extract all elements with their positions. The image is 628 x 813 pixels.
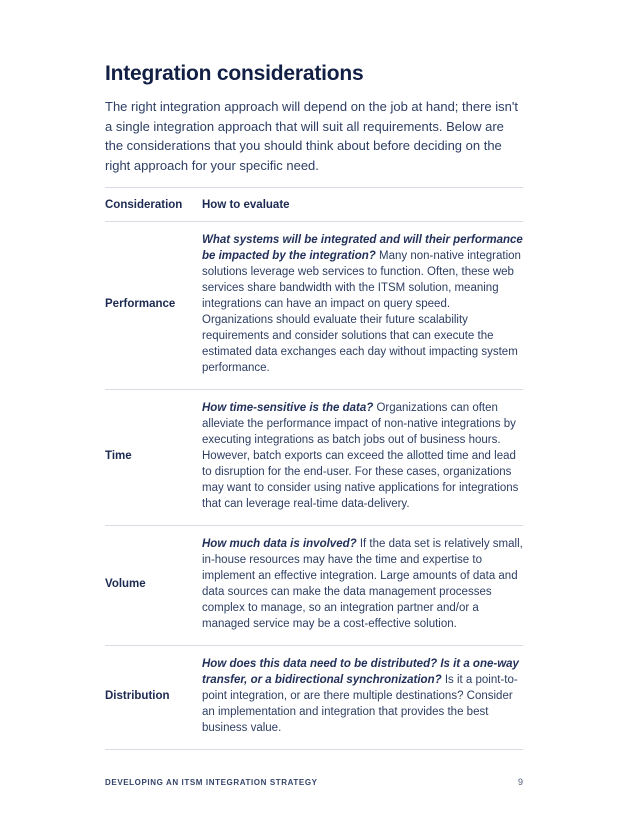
intro-paragraph: The right integration approach will depend on the job at hand; there isn't a single integration approach that will suit all requirements. Below are the considerations that you should think about before deciding on the right approach for your specific need. — [105, 99, 518, 173]
row-label: Volume — [105, 578, 146, 590]
row-evaluation-text — [202, 536, 523, 632]
document-page — [105, 62, 523, 750]
row-label: Distribution — [105, 690, 170, 702]
body-text: Organizations can often alleviate the performance impact of non-native integrations by executing integrations as batch jobs out of business hours. However, batch exports can exceed the allotted time and lead to disruption for the end-user. For these cases, organizations may want to consider using native applications for integrations that can leverage real-time data-delivery. — [202, 402, 519, 510]
body-text: Many non-native integration solutions leverage web services to function. Often, these web services share bandwidth with the ITSM solution, meaning integrations can have an impact on query speed. Organizations should evaluate their future scalability requirements and consider solutions that can execute the estimated data exchanges each day without impacting system performance. — [202, 250, 521, 374]
footer-document-title: DEVELOPING AN ITSM INTEGRATION STRATEGY — [105, 778, 318, 787]
column-header-consideration: Consideration — [105, 199, 183, 211]
footer-page-number: 9 — [517, 777, 523, 787]
table-header-row — [105, 188, 523, 222]
row-label: Time — [105, 450, 132, 462]
body-text: Is it a point-to-point integration, or are there multiple destinations? Consider an implementation and integration that provides the best business value. — [202, 674, 518, 734]
lead-question: How does this data need to be distributed? Is it a one-way transfer, or a bidirectional synchronization? — [202, 658, 519, 686]
table-row-performance — [105, 222, 523, 390]
table-row-time — [105, 390, 523, 526]
considerations-table — [105, 187, 523, 750]
column-header-how-to-evaluate: How to evaluate — [202, 199, 290, 211]
lead-question: What systems will be integrated and will their performance be impacted by the integration? — [202, 234, 523, 262]
lead-question: How time-sensitive is the data? — [202, 402, 374, 414]
table-row-volume — [105, 526, 523, 646]
lead-question: How much data is involved? — [202, 538, 357, 550]
row-label: Performance — [105, 298, 176, 310]
table-row-distribution — [105, 646, 523, 750]
page-title: Integration considerations — [105, 62, 364, 85]
page-footer — [105, 777, 523, 787]
body-text: If the data set is relatively small, in-house resources may have the time and expertise to implement an effective integration. Large amounts of data and data sources can make the data management processes complex to manage, so an integration partner and/or a managed service may be a cost-effective solution. — [202, 538, 523, 630]
row-evaluation-text — [202, 232, 523, 376]
row-evaluation-text — [202, 656, 523, 736]
row-evaluation-text — [202, 400, 523, 512]
